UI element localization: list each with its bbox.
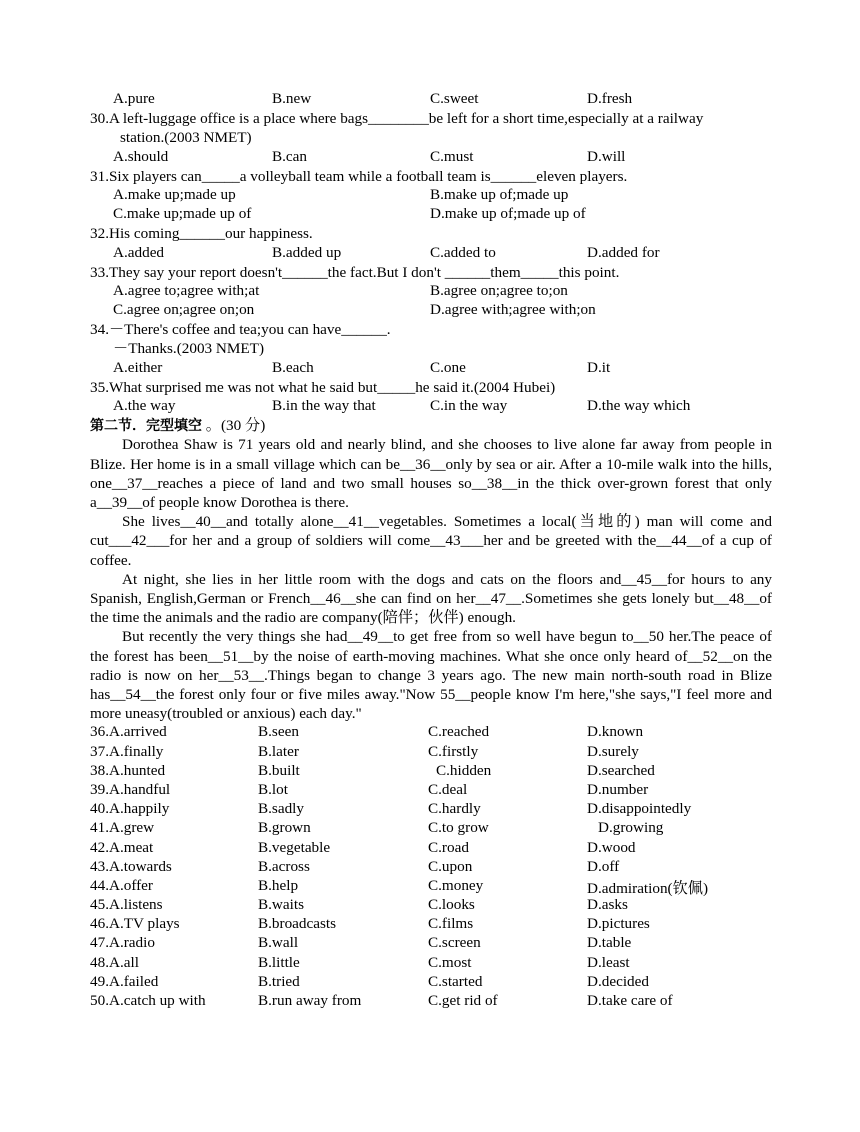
option-c: C.to grow [428,819,489,837]
option-c: C.road [428,838,469,856]
q31-options-cd [90,205,772,224]
option-b: B.lot [258,780,288,798]
cloze-option-row [90,819,772,838]
option-a: A.should [113,147,169,165]
option-c: C.deal [428,780,468,798]
option-c: C.started [428,972,483,990]
option-c: C.money [428,876,484,894]
option-a: 48.A.all [90,953,139,971]
q31-stem: 31.Six players can_____a volleyball team while a football team is______eleven players. [90,167,628,185]
option-a: A.pure [113,90,155,107]
cloze-option-row [90,858,772,877]
q29-options [90,90,772,109]
q30-options [90,148,772,167]
worksheet-page [90,90,772,1011]
paragraph-text: Dorothea Shaw is 71 years old and nearly blind, and she chooses to live alone far away from people in Blize. Her home is in a small village which can be__36__only by sea or air. After a 10-mile walk into the hills, one__37__reaches a piece of land and two small houses so__38__in the thick over-grown forest that only a__39__of people know Dorothea is there. [90,436,772,511]
option-b: B.can [272,147,308,165]
q33-options-cd [90,301,772,320]
q32-stem: 32.His coming______our happiness. [90,225,313,243]
q32-options [90,244,772,263]
option-d: D.it [587,358,611,376]
option-c: C.hardly [428,800,481,818]
passage-paragraph [90,627,772,723]
option-c: C.sweet [430,90,479,107]
passage-paragraph [90,435,772,512]
option-d: D.least [587,953,630,971]
option-c: C.most [428,953,472,971]
q35-stem: 35.What surprised me was not what he said but_____he said it.(2004 Hubei) [90,378,556,396]
option-d: D.disappointedly [587,800,692,818]
option-a: A.agree to;agree with;at [113,281,260,299]
cloze-option-row [90,743,772,762]
cloze-option-row [90,992,772,1011]
option-a: A.make up;made up [113,185,236,203]
option-a: 47.A.radio [90,934,155,952]
option-d: D.take care of [587,992,673,1010]
option-c: C.agree on;agree on;on [113,301,255,319]
cloze-option-row [90,800,772,819]
option-b: B.later [258,742,299,760]
option-d: D.known [587,723,644,741]
option-a: A.either [113,358,163,376]
option-d: D.surely [587,742,639,760]
cloze-passage [90,435,772,723]
q34-reply: －Thanks.(2003 NMET) [113,340,265,358]
q33-options-ab [90,282,772,301]
option-c: C.films [428,915,474,933]
option-c: C.screen [428,934,481,952]
option-c: C.make up;made up of [113,205,252,223]
q35-options [90,397,772,416]
option-d: D.table [587,934,632,952]
option-a: 39.A.handful [90,780,171,798]
cloze-option-row [90,723,772,742]
option-b: B.agree on;agree to;on [430,281,568,299]
paragraph-text: At night, she lies in her little room with the dogs and cats on the floors and__45__for hours to any Spanish, English,German or French__46__she can find on her__47__.Sometimes she gets lonely but__48__of the time the animals and the radio are company(陪伴；伙伴) enough. [90,570,772,627]
q30-stem: 30.A left-luggage office is a place where bags________be left for a short time,especially at a railway [90,110,704,128]
option-d: D.admiration(钦佩) [587,879,709,897]
q33-stem: 33.They say your report doesn't______the fact.But I don't ______them_____this point. [90,263,620,281]
option-b: B.in the way that [272,397,376,414]
paragraph-text: She lives__40__and totally alone__41__vegetables. Sometimes a local(当地的) man will come and cut___42___for her and a group of soldiers will come__43___her and be greeted with the__44__of a cup of coffee. [90,513,772,569]
option-a: A.the way [113,397,176,414]
option-a: 44.A.offer [90,876,153,894]
option-d: D.wood [587,838,636,856]
q34-stem: 34.－There's coffee and tea;you can have______. [90,321,391,339]
option-c: C.hidden [436,761,492,779]
option-d: D.will [587,147,626,165]
option-a: 36.A.arrived [90,723,167,741]
option-c: C.must [430,147,474,165]
q31-options-ab [90,186,772,205]
option-b: B.run away from [258,992,362,1010]
option-a: 41.A.grew [90,819,155,837]
option-b: B.help [258,876,299,894]
option-c: C.firstly [428,742,479,760]
section-title: 第二节．完型填空 [90,418,202,435]
option-b: B.vegetable [258,838,331,856]
section-heading [90,416,772,435]
option-b: B.seen [258,723,299,741]
option-c: C.added to [430,243,496,261]
paragraph-text: But recently the very things she had__49__to get free from so well have begun to__50 her.The peace of the forest has been__51__by the noise of earth-moving machines. What she once only heard of__52__on the radio is now on her__53__.Things began to change 3 years ago. The new main north-south road in Blize has__54__the forest only four or five miles away."Now 55__people know I'm here,"she says,"I feel more and more uneasy(troubled or anxious) each day." [90,628,772,723]
cloze-option-row [90,839,772,858]
option-d: D.added for [587,243,660,261]
option-a: 40.A.happily [90,800,170,818]
option-d: D.number [587,780,649,798]
option-d: D.the way which [587,397,691,414]
option-a: 50.A.catch up with [90,992,206,1010]
option-b: B.make up of;made up [430,185,569,203]
cloze-option-row [90,762,772,781]
option-a: 42.A.meat [90,838,154,856]
option-a: A.added [113,243,165,261]
option-a: 49.A.failed [90,972,159,990]
q30-stem-cont: station.(2003 NMET) [120,129,252,147]
option-b: B.little [258,953,300,971]
option-d: D.make up of;made up of [430,205,586,223]
option-b: B.across [258,857,310,875]
cloze-options [90,723,772,1011]
option-d: D.growing [598,819,664,837]
option-d: D.agree with;agree with;on [430,301,596,319]
cloze-option-row [90,896,772,915]
option-d: D.asks [587,896,628,914]
option-b: B.sadly [258,800,304,818]
option-d: D.fresh [587,90,633,107]
option-b: B.broadcasts [258,915,337,933]
option-c: C.looks [428,896,475,914]
option-b: B.built [258,761,300,779]
option-b: B.wall [258,934,299,952]
option-d: D.searched [587,761,655,779]
passage-paragraph [90,570,772,628]
q34-options [90,359,772,378]
option-b: B.waits [258,896,304,914]
option-a: 38.A.hunted [90,761,166,779]
option-c: C.upon [428,857,473,875]
option-a: 46.A.TV plays [90,915,180,933]
option-d: D.decided [587,972,649,990]
cloze-option-row [90,877,772,896]
option-b: B.each [272,358,314,376]
option-c: C.in the way [430,397,508,414]
option-b: B.tried [258,972,300,990]
cloze-option-row [90,934,772,953]
option-c: C.one [430,358,466,376]
option-d: D.pictures [587,915,650,933]
option-b: B.added up [272,243,342,261]
option-d: D.off [587,857,620,875]
option-a: 43.A.towards [90,857,172,875]
option-a: 45.A.listens [90,896,163,914]
option-b: B.new [272,90,312,107]
section-score: 。(30 分) [205,417,266,435]
option-a: 37.A.finally [90,742,164,760]
cloze-option-row [90,954,772,973]
cloze-option-row [90,973,772,992]
option-c: C.reached [428,723,490,741]
cloze-option-row [90,781,772,800]
cloze-option-row [90,915,772,934]
option-c: C.get rid of [428,992,498,1010]
option-b: B.grown [258,819,311,837]
passage-paragraph [90,512,772,570]
